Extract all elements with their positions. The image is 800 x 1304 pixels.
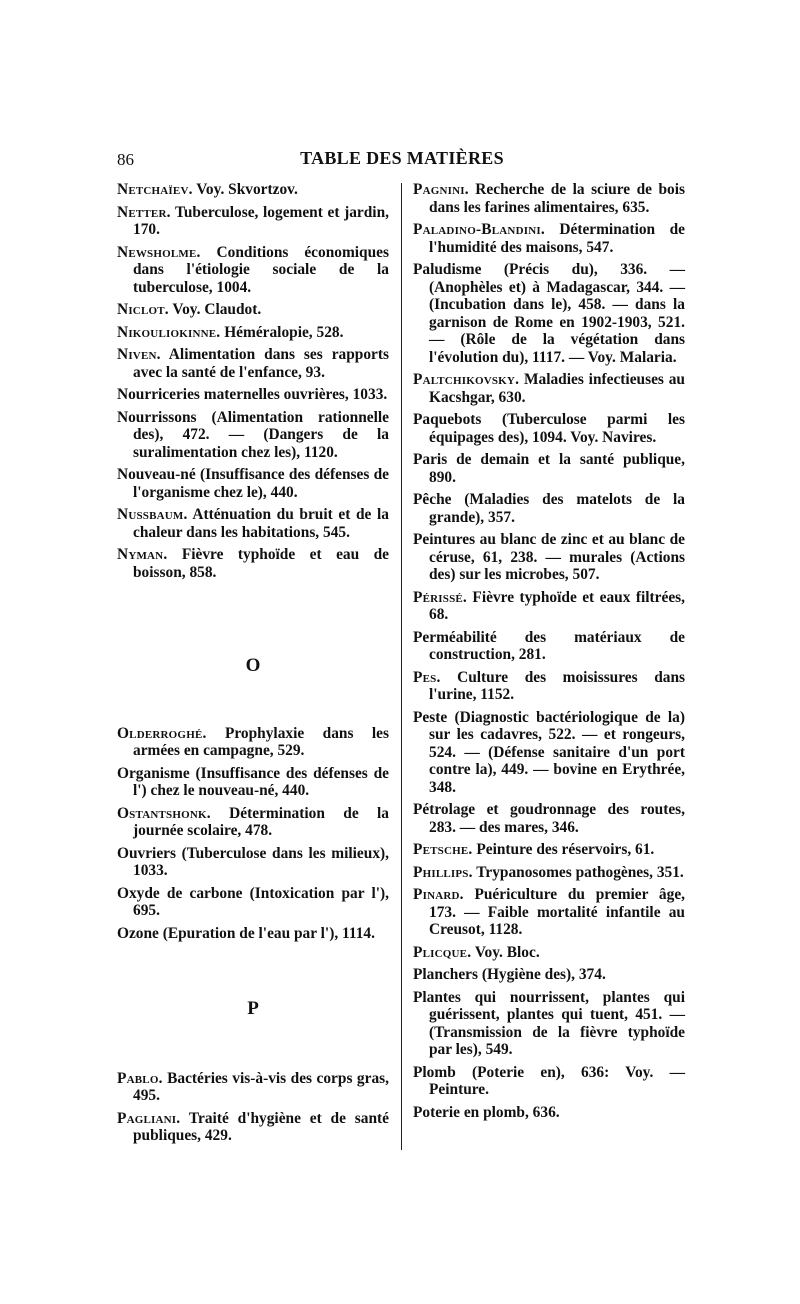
index-entry <box>413 221 685 256</box>
entry-text: Nouveau-né (Insuffisance des défenses de l'organisme chez le), 440. <box>117 466 389 501</box>
entry-text: Paquebots (Tuberculose parmi les équipages des), 1094. Voy. Navires. <box>413 411 685 446</box>
index-entry <box>117 1110 389 1145</box>
index-entry <box>413 411 685 446</box>
entry-text: Ozone (Epuration de l'eau par l'), 1114. <box>117 924 375 942</box>
index-entry <box>413 801 685 836</box>
entry-text: Plantes qui nourrissent, plantes qui guérissent, plantes qui tuent, 451. — (Transmission de la fièvre typhoïde par les), 549. <box>413 988 685 1058</box>
entry-text: Voy. Skvortzov. <box>192 181 298 198</box>
index-entry <box>413 1104 685 1122</box>
index-entry <box>117 386 389 404</box>
entry-text: Recherche de la sciure de bois dans les farines alimentaires, 635. <box>429 181 685 216</box>
index-entry <box>413 261 685 366</box>
index-entry <box>413 709 685 797</box>
entry-text: Tuberculose, logement et jardin, 170. <box>133 203 389 238</box>
entry-author: Netchaïev. <box>117 181 193 198</box>
entry-text: Plomb (Poterie en), 636: Voy. — Peinture. <box>413 1063 685 1098</box>
entry-author: Phillips. <box>413 863 473 881</box>
entry-text: Fièvre typhoïde et eau de boisson, 858. <box>133 546 389 581</box>
index-entry <box>117 765 389 800</box>
entry-author: Pinard. <box>413 886 464 903</box>
entry-text: Voy. Claudot. <box>168 301 262 318</box>
entry-author: Plicque. <box>413 943 472 961</box>
entry-text: Trypanosomes pathogènes, 351. <box>472 863 684 881</box>
entry-text: Paris de demain et la santé publique, 890. <box>413 451 685 486</box>
entry-author: Niclot. <box>117 301 169 318</box>
index-entry <box>117 466 389 501</box>
index-entry <box>413 886 685 939</box>
index-entry <box>117 1070 389 1105</box>
entry-author: Pes. <box>413 668 441 686</box>
section-letter-p: P <box>247 998 259 1019</box>
entry-text: Pétrolage et goudronnage des routes, 283. — des mares, 346. <box>413 801 685 836</box>
index-entry <box>117 204 389 239</box>
entry-text: Alimentation dans ses rapports avec la santé de l'enfance, 93. <box>133 346 389 381</box>
entry-text: Pêche (Maladies des matelots de la grande), 357. <box>413 491 685 526</box>
left-column <box>117 181 389 1150</box>
entry-text: Héméralopie, 528. <box>220 323 344 341</box>
index-entry <box>413 491 685 526</box>
running-title: TABLE DES MATIÈRES <box>300 148 504 168</box>
index-entry <box>117 885 389 920</box>
entry-text: Peinture des réservoirs, 61. <box>472 841 655 858</box>
index-entry <box>413 589 685 624</box>
index-entry <box>117 244 389 297</box>
index-entry <box>413 966 685 984</box>
entry-text: Détermination de l'humidité des maisons, 547. <box>429 221 685 256</box>
entry-text: Nourrissons (Alimentation rationnelle des), 472. — (Dangers de la suralimentation chez les), 1120. <box>117 408 389 461</box>
entry-text: Détermination de la journée scolaire, 478. <box>133 804 389 839</box>
index-entry <box>413 841 685 859</box>
entry-author: Niven. <box>117 346 161 363</box>
entry-text: Prophylaxie dans les armées en campagne, 529. <box>133 724 389 759</box>
entry-author: Netter. <box>117 203 171 221</box>
index-entry <box>413 989 685 1059</box>
section-letter-o: O <box>245 655 261 676</box>
index-entry <box>413 944 685 962</box>
index-entry <box>117 725 389 760</box>
entry-text: Organisme (Insuffisance des défenses de l') chez le nouveau-né, 440. <box>117 764 389 799</box>
entry-text: Culture des moisissures dans l'urine, 1152. <box>429 668 685 703</box>
index-entry <box>117 845 389 880</box>
entry-text: Planchers (Hygiène des), 374. <box>413 966 606 983</box>
entry-text: Paludisme (Précis du), 336. — (Anophèles et) à Madagascar, 344. — (Incubation dans le), 458. — dans la garnison de Rome en 1902-1903, 521. — (Rôle de la végétation dans l'évolution du), 1117. — Voy. Malaria. <box>413 261 685 366</box>
index-entry <box>117 546 389 581</box>
index-entry <box>413 531 685 584</box>
entry-author: Nussbaum. <box>117 506 188 523</box>
entry-author: Nyman. <box>117 546 168 563</box>
entry-text: Maladies infectieuses au Kacshgar, 630. <box>429 371 685 406</box>
index-entry <box>413 1064 685 1099</box>
entry-author: Newsholme. <box>117 243 201 261</box>
index-group-n <box>117 181 389 581</box>
entry-text: Voy. Bloc. <box>471 943 540 961</box>
page-number: 86 <box>117 150 134 169</box>
index-entry <box>117 324 389 342</box>
entry-author: Nikouliokinne. <box>117 323 221 341</box>
index-group-p <box>117 1070 389 1145</box>
index-entry <box>413 451 685 486</box>
right-column <box>413 181 685 1126</box>
entry-author: Pablo. <box>117 1069 163 1087</box>
entry-text: Fièvre typhoïde et eaux filtrées, 68. <box>429 588 685 623</box>
entry-text: Atténuation du bruit et de la chaleur dans les habitations, 545. <box>133 506 389 541</box>
index-entry <box>413 669 685 704</box>
entry-author: Paladino-Blandini. <box>413 221 545 238</box>
index-entry <box>413 629 685 664</box>
entry-text: Nourriceries maternelles ouvrières, 1033. <box>117 386 388 403</box>
entry-text: Poterie en plomb, 636. <box>413 1103 560 1121</box>
index-entry <box>117 346 389 381</box>
entry-author: Périssé. <box>413 588 467 606</box>
index-entry <box>117 805 389 840</box>
index-group-o <box>117 725 389 943</box>
entry-author: Pagliani. <box>117 1109 181 1127</box>
index-group-right <box>413 181 685 1121</box>
entry-text: Puériculture du premier âge, 173. — Faible mortalité infantile au Creusot, 1128. <box>429 886 685 938</box>
entry-text: Peintures au blanc de zinc et au blanc de céruse, 61, 238. — murales (Actions des) sur les microbes, 507. <box>413 531 685 583</box>
entry-text: Peste (Diagnostic bactériologique de la) sur les cadavres, 522. — et rongeurs, 524. — (Défense sanitaire d'un port contre la), 449. — bovine en Erythrée, 348. <box>413 708 685 796</box>
entry-author: Petsche. <box>413 841 473 858</box>
index-entry <box>413 181 685 216</box>
index-entry <box>413 371 685 406</box>
entry-text: Conditions économiques dans l'étiologie sociale de la tuberculose, 1004. <box>133 243 389 296</box>
entry-text: Oxyde de carbone (Intoxication par l'), 695. <box>117 884 389 919</box>
entry-text: Bactéries vis-à-vis des corps gras, 495. <box>133 1069 389 1104</box>
entry-author: Olderroghé. <box>117 724 207 742</box>
entry-author: Ostantshonk. <box>117 804 211 822</box>
entry-author: Paltchikovsky. <box>413 371 520 388</box>
entry-text: Ouvriers (Tuberculose dans les milieux), 1033. <box>117 844 389 879</box>
index-entry <box>117 301 389 319</box>
entry-text: Traité d'hygiène et de santé publiques, 429. <box>133 1109 389 1144</box>
index-entry <box>117 506 389 541</box>
entry-text: Perméabilité des matériaux de construction, 281. <box>413 628 685 663</box>
index-entry <box>117 181 389 199</box>
page-header <box>117 146 687 176</box>
index-entry <box>413 864 685 882</box>
entry-author: Pagnini. <box>413 181 469 198</box>
index-entry <box>117 409 389 462</box>
column-divider <box>401 183 402 1150</box>
index-entry <box>117 925 389 943</box>
